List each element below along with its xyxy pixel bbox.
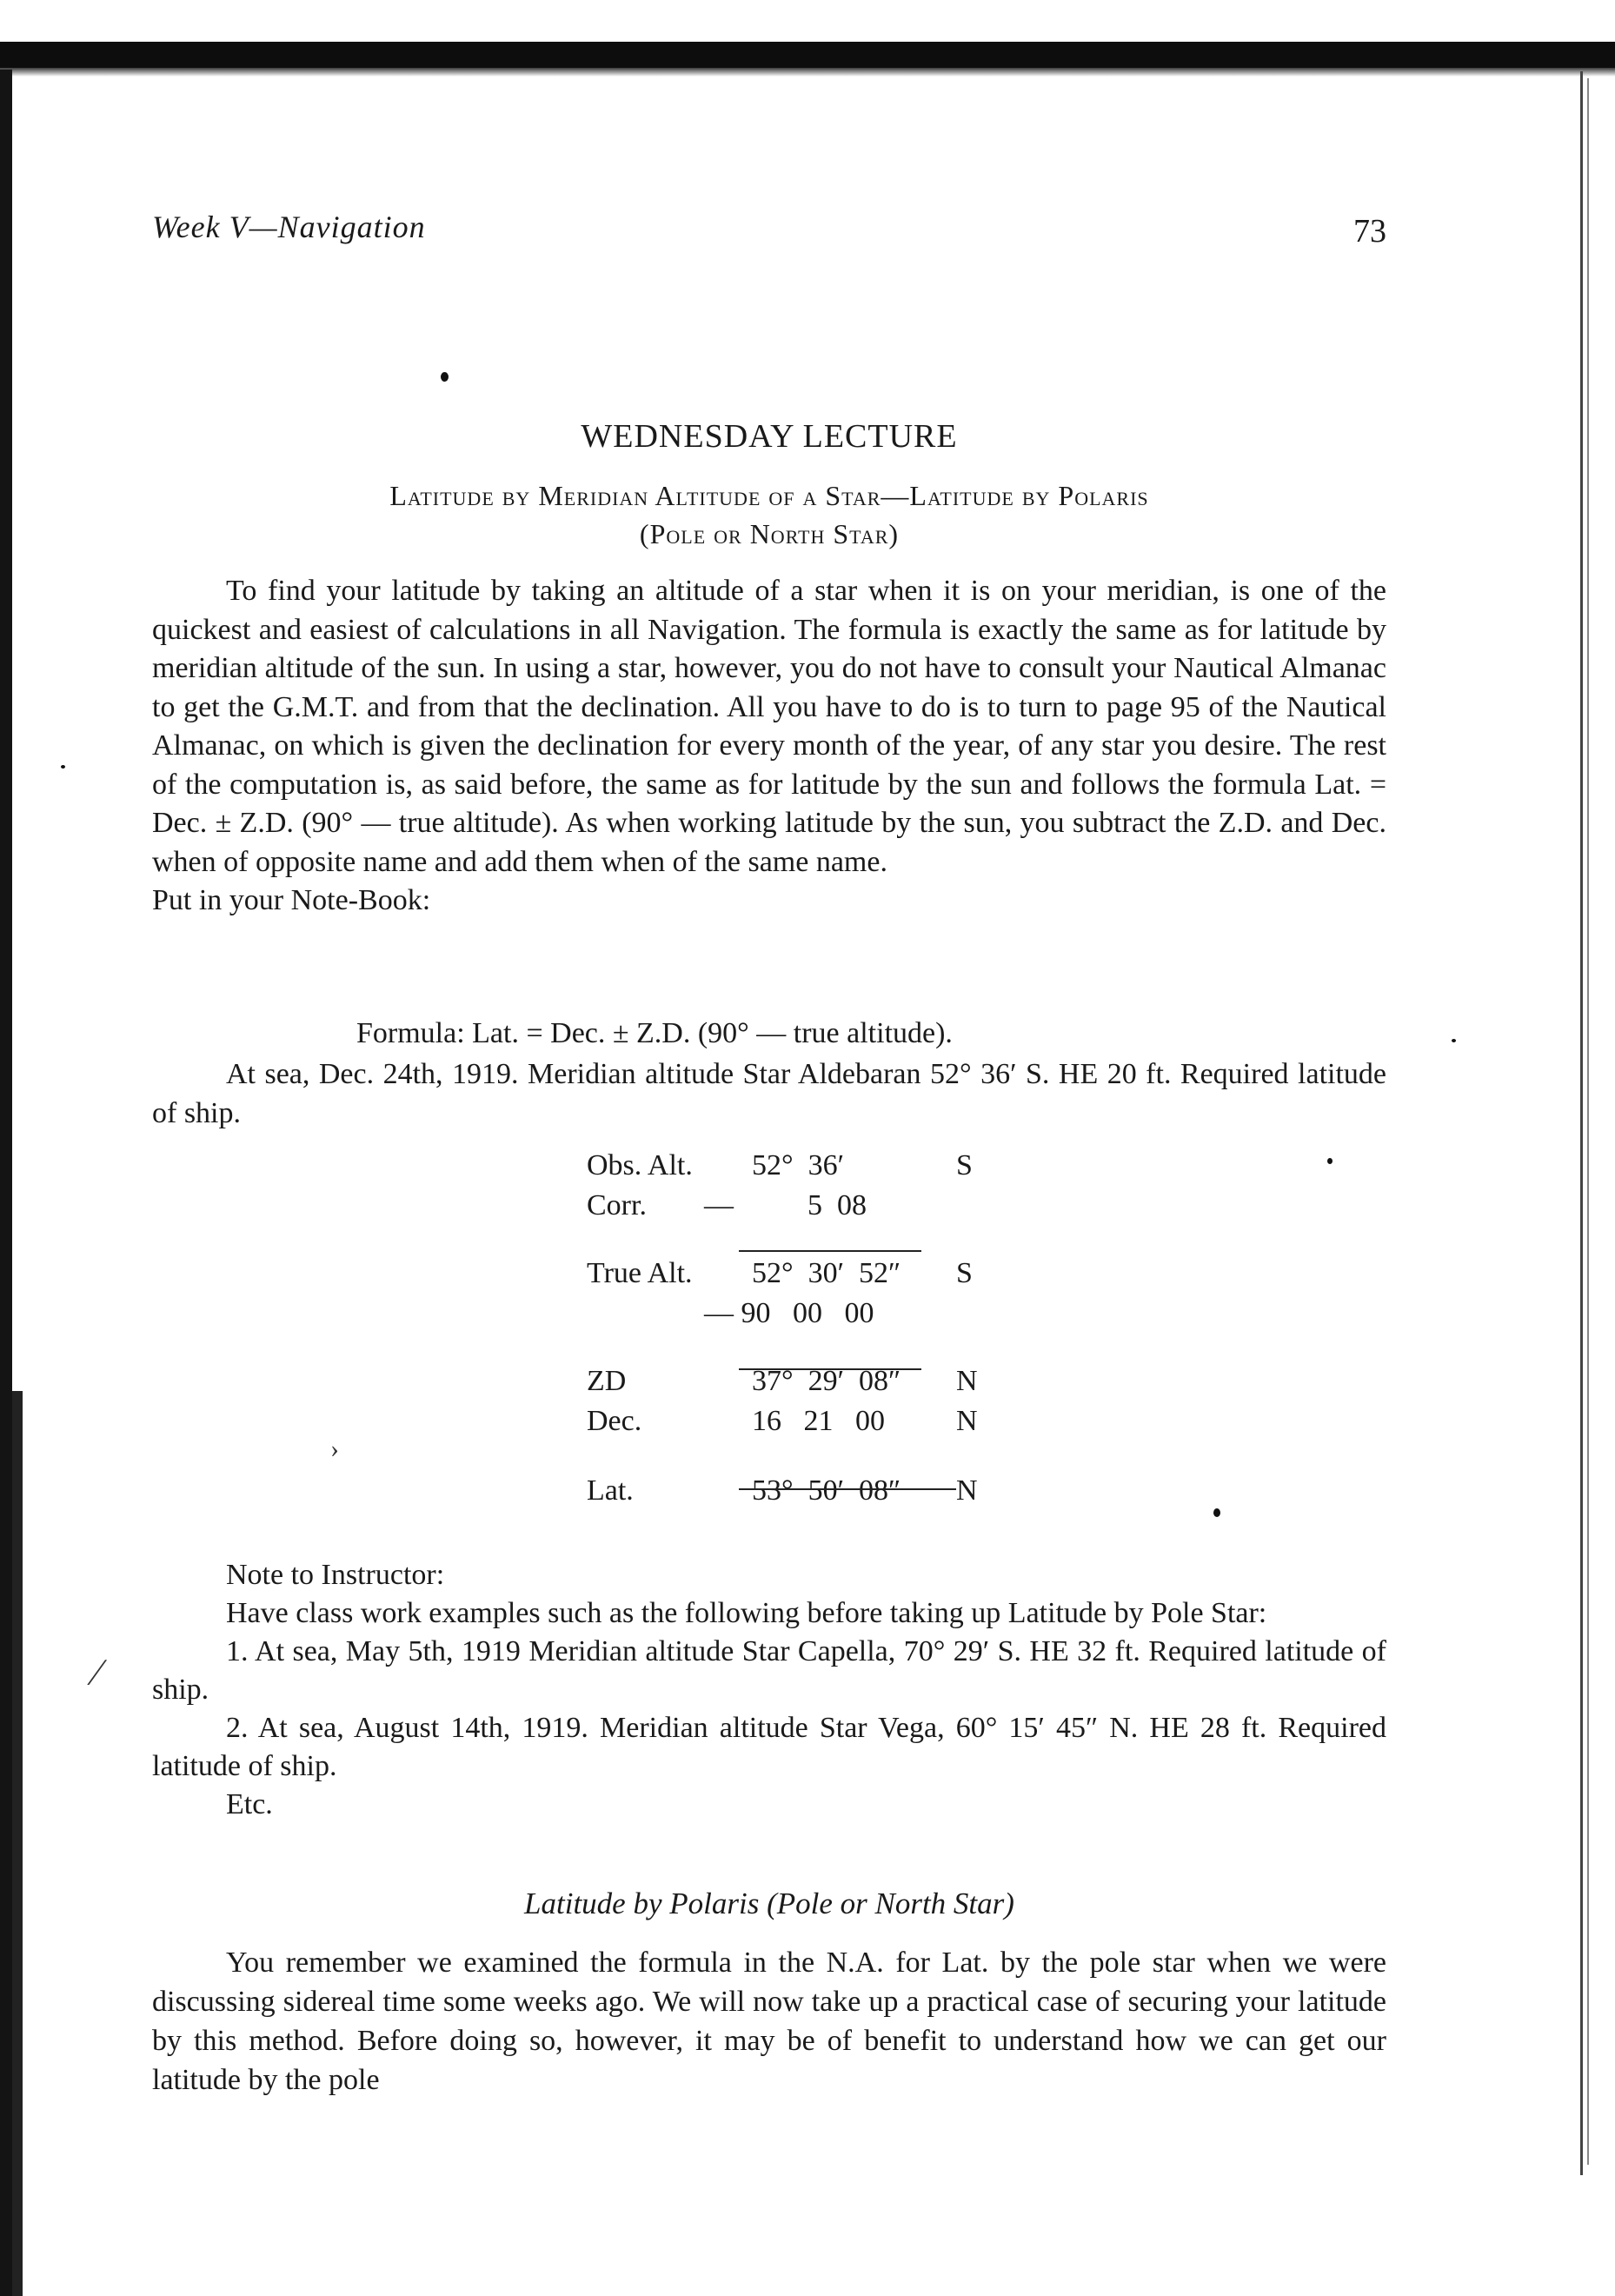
- calc-value: 37° 29′ 08″: [752, 1365, 901, 1397]
- intro-section: [152, 572, 1386, 921]
- notebook-instruction: Put in your Note-Book:: [152, 884, 431, 916]
- latitude-calculation: [587, 1146, 995, 1511]
- calc-row-minus-90: [587, 1294, 995, 1334]
- stray-dot: [61, 765, 65, 769]
- running-head: Week V—Navigation: [152, 210, 426, 244]
- calc-value: 16 21 00: [752, 1405, 885, 1437]
- calc-value: 52° 36′: [752, 1149, 845, 1181]
- intro-paragraph: To find your latitude by taking an altitude of a star when it is on your meridian, is one of the quickest and easiest of calculations in all Navigation. The formula is exactly the same as for latitude by meridian altitude of the sun. In using a star, however, you do not have to consult your Nautical Almanac to get the G.M.T. and from that the declination. All you have to do is to turn to page 95 of the Nautical Almanac, on which is given the declination for every month of the year, of any star you desire. The rest of the computation is, as said before, the same as for latitude by the sun and follows the formula Lat. = Dec. ± Z.D. (90° — true altitude). As when working latitude by the sun, you subtract the Z.D. and Dec. when of opposite name and add them when of the same name.: [152, 575, 1386, 878]
- sum-rule: [739, 1250, 921, 1252]
- calc-label: ZD: [587, 1365, 627, 1397]
- calc-label: Corr.: [587, 1189, 647, 1221]
- calc-row-dec: [587, 1401, 995, 1441]
- stray-dot: [1452, 1039, 1456, 1042]
- sum-rule: [739, 1368, 921, 1370]
- calc-value: 53° 50′ 08″: [752, 1474, 901, 1507]
- note-body: Have class work examples such as the following before taking up Latitude by Pole Star:: [226, 1597, 1267, 1629]
- calc-direction: N: [956, 1405, 978, 1437]
- lecture-title: WEDNESDAY LECTURE: [581, 418, 958, 455]
- note-to-instructor: Note to Instructor:: [226, 1559, 445, 1591]
- scan-right-edge-inner: [1587, 78, 1589, 2165]
- subtitle-line-2: (Pole or North Star): [639, 518, 900, 549]
- calc-value: — 5 08: [704, 1189, 867, 1221]
- calc-direction: N: [956, 1474, 978, 1507]
- calc-label: Lat.: [587, 1474, 634, 1507]
- calc-direction: S: [956, 1149, 973, 1181]
- calc-direction: S: [956, 1257, 973, 1289]
- calc-direction: N: [956, 1365, 978, 1397]
- calc-label: Dec.: [587, 1405, 642, 1437]
- stray-dot: [1213, 1508, 1220, 1517]
- stray-dot: [1327, 1158, 1333, 1164]
- scan-top-border: [0, 42, 1615, 68]
- polaris-paragraph: You remember we examined the formula in the N.A. for Lat. by the pole star when we were discussing sidereal time some weeks ago. We will now take up a practical case of securing your latitude by this method. Before doing so, however, it may be of benefit to understand how we can get our latitude by the pole: [152, 1947, 1386, 2096]
- exercise-2: 2. At sea, August 14th, 1919. Meridian altitude Star Vega, 60° 15′ 45″ N. HE 28 ft. Required latitude of ship.: [152, 1712, 1386, 1782]
- calc-label: True Alt.: [587, 1257, 693, 1289]
- scan-top-shadow: [0, 68, 1615, 77]
- calc-value: 52° 30′ 52″: [752, 1257, 901, 1289]
- etc: Etc.: [226, 1788, 273, 1820]
- stray-dot: [441, 372, 449, 382]
- instructor-notes: [152, 1556, 1386, 1824]
- polaris-section: [152, 1943, 1386, 2100]
- formula: Formula: Lat. = Dec. ± Z.D. (90° — true altitude).: [356, 1017, 953, 1049]
- stray-mark: ›: [330, 1434, 339, 1463]
- calc-row-true-alt: [587, 1254, 995, 1294]
- polaris-heading: Latitude by Polaris (Pole or North Star): [524, 1887, 1014, 1920]
- calc-row-corr: [587, 1186, 995, 1226]
- exercise-1: 1. At sea, May 5th, 1919 Meridian altitude Star Capella, 70° 29′ S. HE 32 ft. Required latitude of ship.: [152, 1635, 1386, 1706]
- stray-mark: ∕: [94, 1651, 101, 1694]
- scan-left-border: [0, 70, 12, 2296]
- calc-row-lat: [587, 1471, 995, 1511]
- scan-right-edge: [1580, 71, 1583, 2175]
- subtitle-line-1: Latitude by Meridian Altitude of a Star—Latitude by Polaris: [389, 480, 1149, 511]
- calc-row-zd: [587, 1361, 995, 1401]
- calc-value: — 90 00 00: [704, 1297, 874, 1329]
- scan-left-shadow: [12, 1391, 23, 2296]
- calc-row-obs-alt: [587, 1146, 995, 1186]
- page-header: [152, 209, 1386, 261]
- calc-label: Obs. Alt.: [587, 1149, 693, 1181]
- page-number: 73: [1353, 213, 1386, 250]
- example-section: [152, 1055, 1386, 1133]
- sum-rule: [739, 1488, 956, 1490]
- example-problem: At sea, Dec. 24th, 1919. Meridian altitude Star Aldebaran 52° 36′ S. HE 20 ft. Required latitude of ship.: [152, 1058, 1386, 1129]
- lecture-subtitle: [152, 476, 1386, 553]
